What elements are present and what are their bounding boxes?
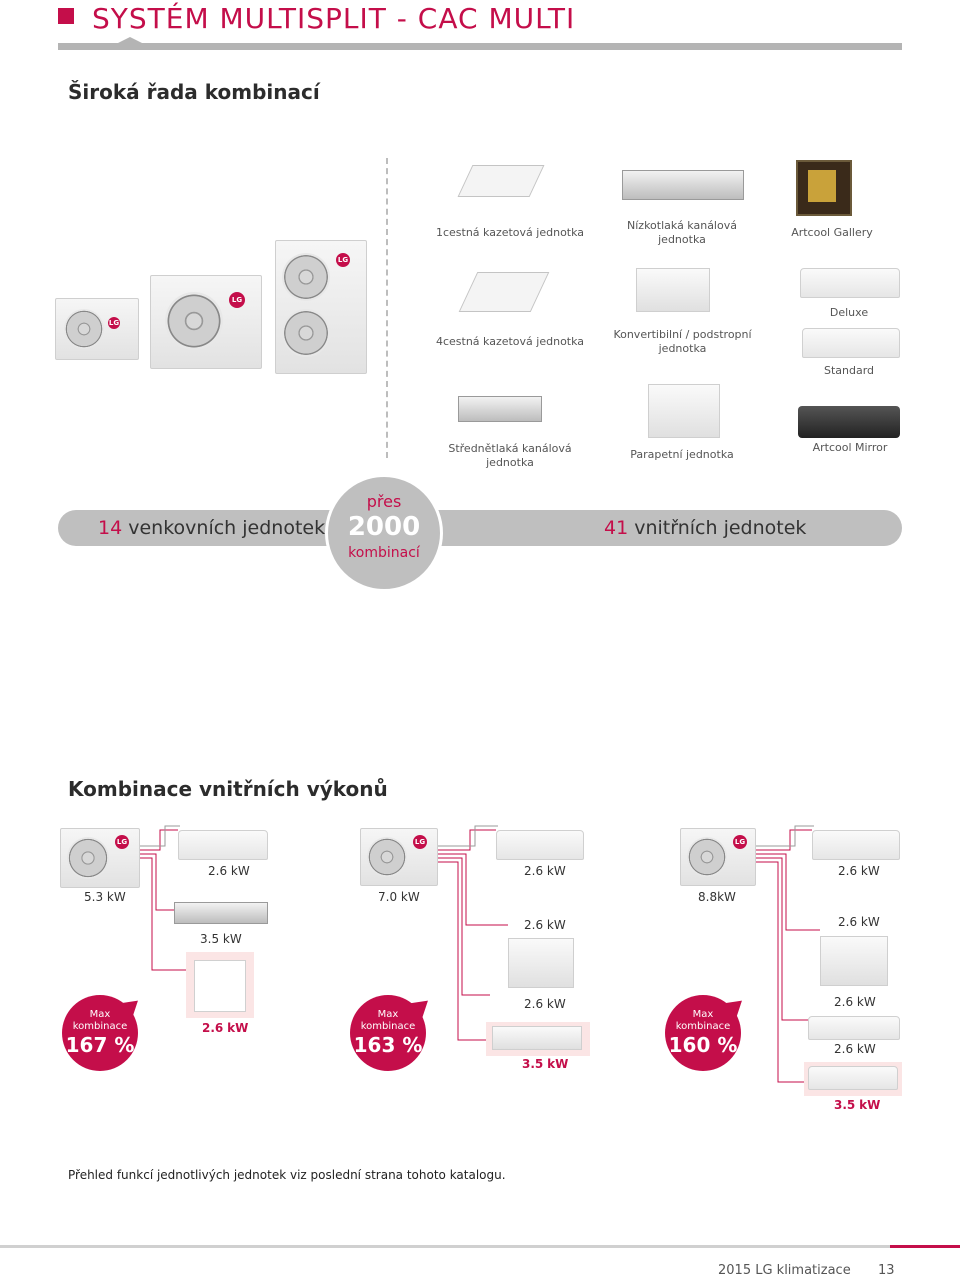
- wall-unit-image: [808, 1066, 898, 1090]
- outdoor-capacity: 5.3 kW: [84, 890, 126, 904]
- outdoor-capacity: 7.0 kW: [378, 890, 420, 904]
- indoor-count-number: 41: [604, 517, 629, 539]
- outdoor-unit-medium: [150, 275, 262, 369]
- combinations-prefix: přes: [366, 492, 402, 511]
- pipe-line: [754, 830, 812, 850]
- badge-percent: 167 %: [65, 1033, 135, 1057]
- highlight-box: [486, 1022, 590, 1056]
- max-combination-badge: [665, 995, 741, 1071]
- indoor-label: Nízkotlaká kanálová jednotka: [627, 219, 737, 246]
- cassette-unit-image: [194, 960, 246, 1012]
- console-unit-image: [820, 936, 888, 986]
- indoor-capacity: 3.5 kW: [200, 932, 242, 946]
- outdoor-unit-small: [55, 298, 139, 360]
- indoor-capacity: 2.6 kW: [524, 997, 566, 1011]
- pipe-line: [756, 826, 814, 846]
- pipe-line: [436, 862, 492, 1040]
- section-title-capacity: Kombinace vnitřních výkonů: [68, 777, 388, 801]
- combinations-suffix: kombinací: [348, 545, 420, 561]
- indoor-capacity: 2.6 kW: [208, 864, 250, 878]
- fan-icon: [67, 837, 109, 879]
- indoor-label: Deluxe: [829, 306, 869, 319]
- console-unit-image: [648, 384, 720, 438]
- indoor-count: [604, 517, 806, 539]
- page-number: 13: [878, 1263, 895, 1278]
- painting-icon: [808, 170, 836, 202]
- indoor-capacity-highlight: [522, 1057, 568, 1071]
- indoor-capacity: 2.6 kW: [834, 995, 876, 1009]
- deluxe-wall-unit-image: [800, 268, 900, 298]
- indoor-label: Artcool Mirror: [812, 441, 888, 454]
- footnote: Přehled funkcí jednotlivých jednotek viz poslední strana tohoto katalogu.: [68, 1168, 506, 1182]
- low-pressure-duct-image: [622, 170, 744, 200]
- fan-icon: [282, 309, 330, 357]
- lg-logo-icon: LG: [108, 319, 120, 327]
- divider-dashed: [386, 158, 388, 458]
- indoor-label: Konvertibilní / podstropní jednotka: [613, 328, 752, 355]
- wall-unit-image: [496, 830, 584, 860]
- indoor-label: Parapetní jednotka: [630, 448, 734, 461]
- footer-rule: [0, 1245, 960, 1248]
- badge-label: Max: [377, 1009, 399, 1020]
- pipe-line: [754, 862, 808, 1082]
- pipe-line: [436, 858, 490, 995]
- indoor-capacity: 2.6 kW: [838, 915, 880, 929]
- header-rule: [58, 43, 902, 50]
- outdoor-unit: [680, 828, 756, 886]
- highlight-box: [186, 952, 254, 1018]
- indoor-capacity-number: 3.5: [834, 1098, 856, 1112]
- lg-logo-icon: LG: [413, 835, 427, 849]
- badge-label: Max: [692, 1009, 714, 1020]
- wall-unit-image: [812, 830, 900, 860]
- duct-unit-image: [174, 902, 268, 924]
- badge-label: kombinace: [675, 1021, 731, 1032]
- fan-icon: [687, 837, 727, 877]
- artcool-mirror-image: [798, 406, 900, 438]
- fan-icon: [282, 253, 330, 301]
- outdoor-unit-large: [275, 240, 367, 374]
- outdoor-unit: [360, 828, 438, 886]
- badge-percent: 163 %: [353, 1033, 423, 1057]
- indoor-capacity-highlight: [834, 1098, 880, 1112]
- indoor-label: 4cestná kazetová jednotka: [435, 335, 585, 348]
- lg-logo-icon: LG: [229, 292, 245, 308]
- outdoor-capacity: 8.8kW: [698, 890, 736, 904]
- 1way-cassette-image: [458, 165, 545, 197]
- indoor-capacity: 2.6 kW: [524, 918, 566, 932]
- combinations-number: 2000: [347, 512, 421, 542]
- outdoor-unit: [60, 828, 140, 888]
- outdoor-count-text: venkovních jednotek: [128, 517, 326, 539]
- footer-text: 2015 LG klimatizace: [718, 1263, 851, 1278]
- indoor-capacity-unit: kW: [227, 1021, 249, 1035]
- fan-icon: [367, 837, 407, 877]
- indoor-capacity: 2.6 kW: [834, 1042, 876, 1056]
- outdoor-count: [98, 517, 325, 539]
- lg-logo-icon: LG: [336, 253, 350, 267]
- ceiling-unit-image: [492, 1026, 582, 1050]
- max-combination-badge: [350, 995, 426, 1071]
- indoor-capacity-highlight: [202, 1021, 248, 1035]
- pipe-line: [436, 854, 508, 925]
- section-title-range: Široká řada kombinací: [68, 80, 320, 104]
- outdoor-count-number: 14: [98, 517, 123, 539]
- indoor-capacity-number: 2.6: [202, 1021, 224, 1035]
- convertible-unit-image: [636, 268, 710, 312]
- indoor-count-text: vnitřních jednotek: [634, 517, 807, 539]
- wall-unit-image: [178, 830, 268, 860]
- indoor-label: 1cestná kazetová jednotka: [435, 226, 585, 239]
- page-title: SYSTÉM MULTISPLIT - CAC MULTI: [92, 2, 576, 35]
- indoor-label: Artcool Gallery: [791, 226, 873, 239]
- header-mark: [58, 8, 74, 24]
- indoor-capacity-unit: kW: [859, 1098, 881, 1112]
- pipe-line: [438, 826, 498, 846]
- indoor-capacity-number: 3.5: [522, 1057, 544, 1071]
- wall-unit-image: [808, 1016, 900, 1040]
- badge-label: kombinace: [360, 1021, 416, 1032]
- lg-logo-icon: LG: [115, 835, 129, 849]
- pipe-line: [754, 854, 820, 930]
- indoor-label: Standard: [823, 364, 875, 377]
- indoor-capacity: 2.6 kW: [524, 864, 566, 878]
- indoor-capacity-unit: kW: [547, 1057, 569, 1071]
- lg-logo-icon: LG: [733, 835, 747, 849]
- indoor-capacity: 2.6 kW: [838, 864, 880, 878]
- badge-label: Max: [89, 1009, 111, 1020]
- pipe-line: [436, 830, 496, 850]
- max-combination-badge: [62, 995, 138, 1071]
- badge-percent: 160 %: [668, 1033, 738, 1057]
- pipe-line: [754, 858, 808, 1020]
- footer-accent: [890, 1245, 960, 1248]
- standard-wall-unit-image: [802, 328, 900, 358]
- console-unit-image: [508, 938, 574, 988]
- highlight-box: [804, 1062, 902, 1096]
- badge-label: kombinace: [72, 1021, 128, 1032]
- fan-icon: [165, 292, 223, 350]
- 4way-cassette-image: [459, 272, 550, 312]
- pipe-line: [138, 854, 174, 910]
- fan-icon: [64, 309, 104, 349]
- indoor-label: Střednětlaká kanálová jednotka: [448, 442, 572, 469]
- medium-pressure-duct-image: [458, 396, 542, 422]
- pipe-line: [138, 830, 178, 850]
- artcool-gallery-image: [796, 160, 852, 216]
